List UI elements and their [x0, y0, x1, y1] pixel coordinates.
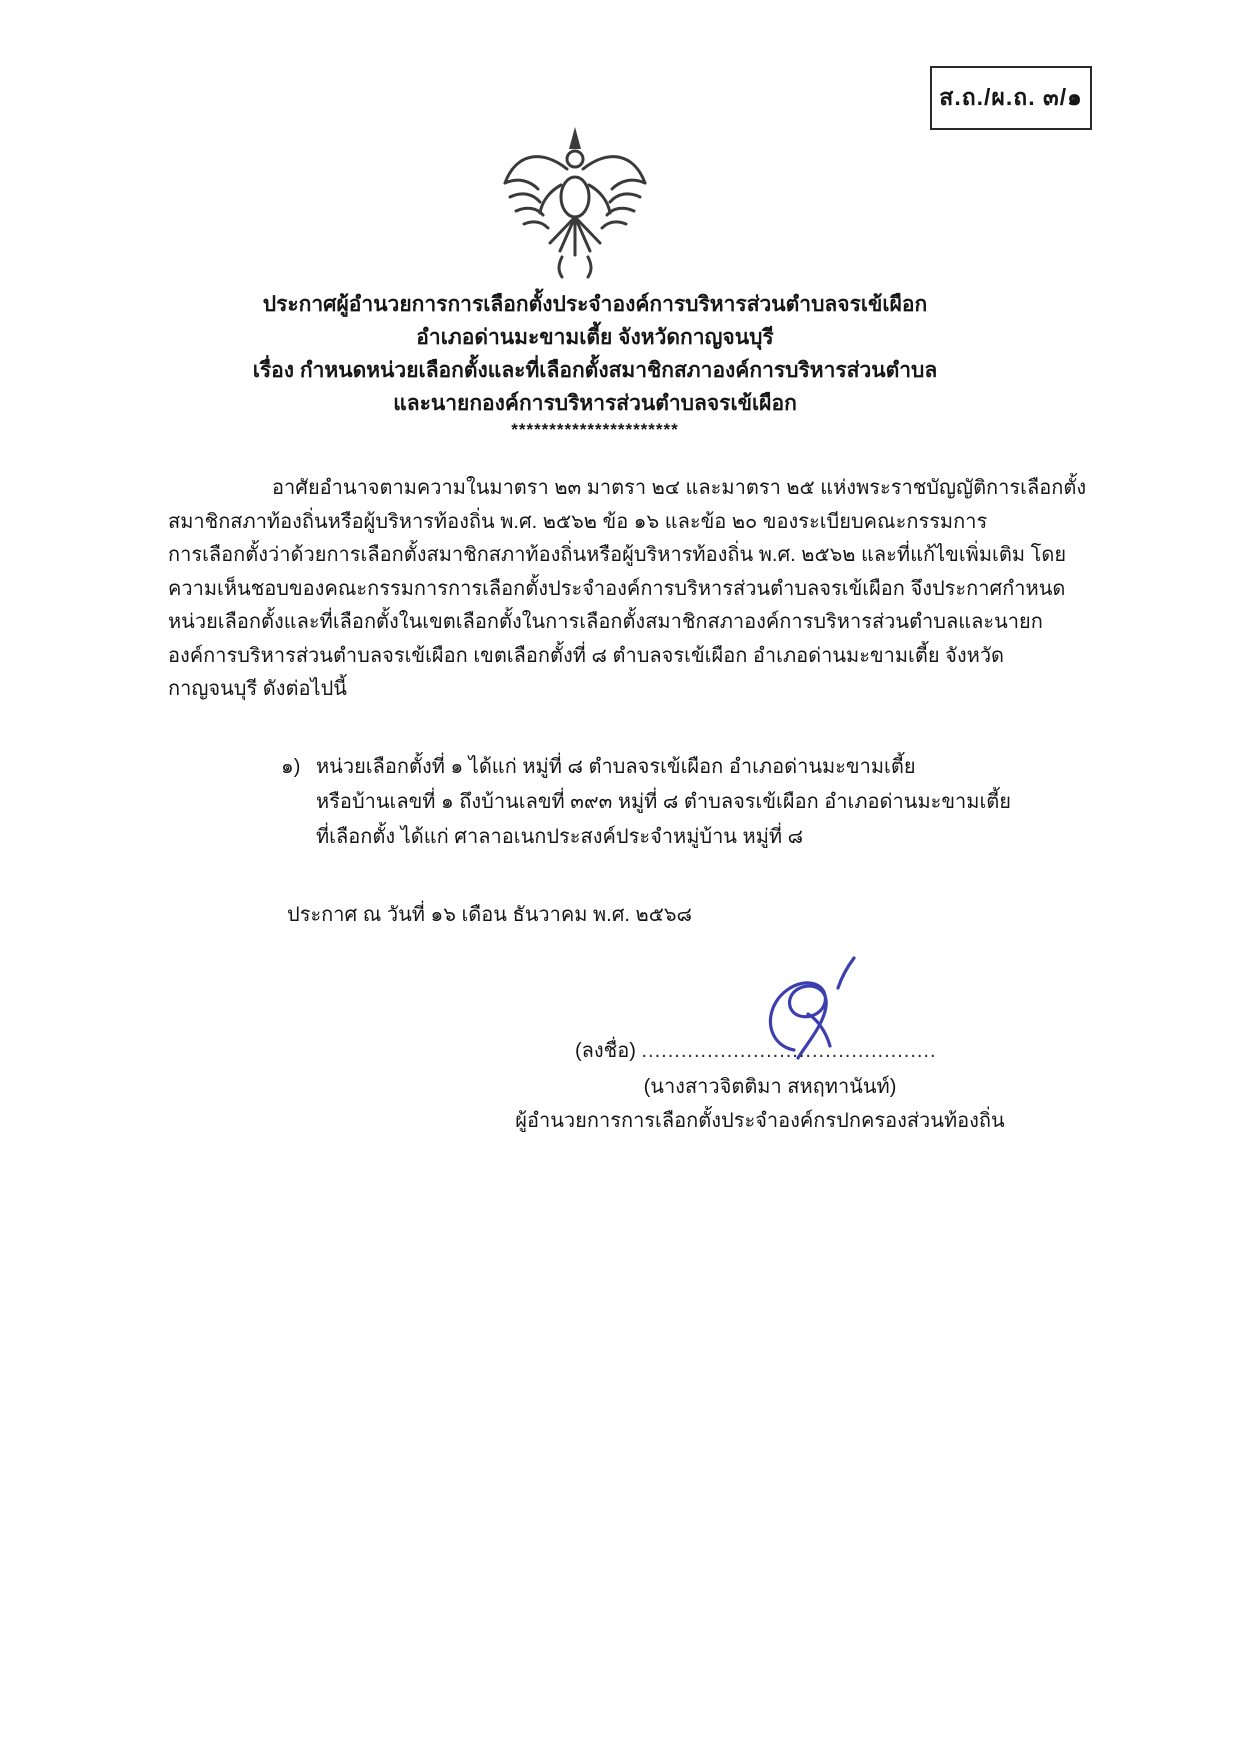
title-line-4: และนายกองค์การบริหารส่วนตำบลจรเข้เผือก: [393, 392, 797, 415]
signer-position: ผู้อำนวยการการเลือกตั้งประจำองค์กรปกครองส่วนท้องถิ่น: [515, 1110, 1005, 1132]
title-line-1: ประกาศผู้อำนวยการการเลือกตั้งประจำองค์การบริหารส่วนตำบลจรเข้เผือก: [262, 293, 928, 316]
title-block: [120, 288, 1070, 420]
paragraph-line: สมาชิกสภาท้องถิ่นหรือผู้บริหารท้องถิ่น พ.ศ. ๒๕๖๒ ข้อ ๑๖ และข้อ ๒๐ ของระเบียบคณะกรรมการ: [168, 510, 988, 533]
garuda-emblem: [500, 122, 650, 284]
item-number: ๑): [281, 756, 301, 778]
paragraph-line: หน่วยเลือกตั้งและที่เลือกตั้งในเขตเลือกตั้งในการเลือกตั้งสมาชิกสภาองค์การบริหารส่วนตำบลและนายก: [168, 611, 1043, 633]
paragraph-line: อาศัยอำนาจตามความในมาตรา ๒๓ มาตรา ๒๔ และมาตรา ๒๕ แห่งพระราชบัญญัติการเลือกตั้ง: [272, 477, 1087, 499]
reference-code-box: [930, 66, 1092, 130]
signature-dotted-line: .............................................: [641, 1040, 937, 1062]
title-line-2: อำเภอด่านมะขามเตี้ย จังหวัดกาญจนบุรี: [416, 326, 774, 349]
right-wing: [583, 157, 645, 228]
title-line-3: เรื่อง กำหนดหน่วยเลือกตั้งและที่เลือกตั้งสมาชิกสภาองค์การบริหารส่วนตำบล: [252, 359, 938, 382]
paragraph-line: กาญจนบุรี ดังต่อไปนี้: [168, 678, 347, 700]
signer-name: (นางสาวจิตติมา สหฤทานันท์): [643, 1076, 897, 1098]
paragraph-line: องค์การบริหารส่วนตำบลจรเข้เผือก เขตเลือกตั้งที่ ๘ ตำบลจรเข้เผือก อำเภอด่านมะขามเตี้ย จังหวัด: [168, 644, 1005, 667]
paragraph-line: ความเห็นชอบของคณะกรรมการการเลือกตั้งประจำองค์การบริหารส่วนตำบลจรเข้เผือก จึงประกาศกำหนด: [168, 577, 1066, 600]
item-line-3: ที่เลือกตั้ง ได้แก่ ศาลาอเนกประสงค์ประจำหมู่บ้าน หมู่ที่ ๘: [316, 826, 804, 848]
asterisk-divider: **********************: [511, 420, 679, 439]
garuda-emblem-graphic: [500, 122, 650, 284]
reference-code: ส.ถ./ผ.ถ. ๓/๑: [939, 84, 1083, 110]
left-wing: [505, 157, 567, 228]
polling-unit-item: [281, 750, 1011, 855]
body-paragraph: [168, 472, 1098, 707]
sign-label: (ลงชื่อ): [575, 1040, 636, 1062]
paragraph-line: การเลือกตั้งว่าด้วยการเลือกตั้งสมาชิกสภาท้องถิ่นหรือผู้บริหารท้องถิ่น พ.ศ. ๒๕๖๒ และที่แก้ไขเพิ่มเติม โดย: [168, 544, 1067, 566]
item-line-2: หรือบ้านเลขที่ ๑ ถึงบ้านเลขที่ ๓๙๓ หมู่ที่ ๘ ตำบลจรเข้เผือก อำเภอด่านมะขามเตี้ย: [316, 791, 1011, 813]
signature-line: [575, 1034, 937, 1066]
item-line-1: หน่วยเลือกตั้งที่ ๑ ได้แก่ หมู่ที่ ๘ ตำบลจรเข้เผือก อำเภอด่านมะขามเตี้ย: [316, 756, 916, 778]
announcement-date: ประกาศ ณ วันที่ ๑๖ เดือน ธันวาคม พ.ศ. ๒๕๖๘: [287, 904, 692, 926]
